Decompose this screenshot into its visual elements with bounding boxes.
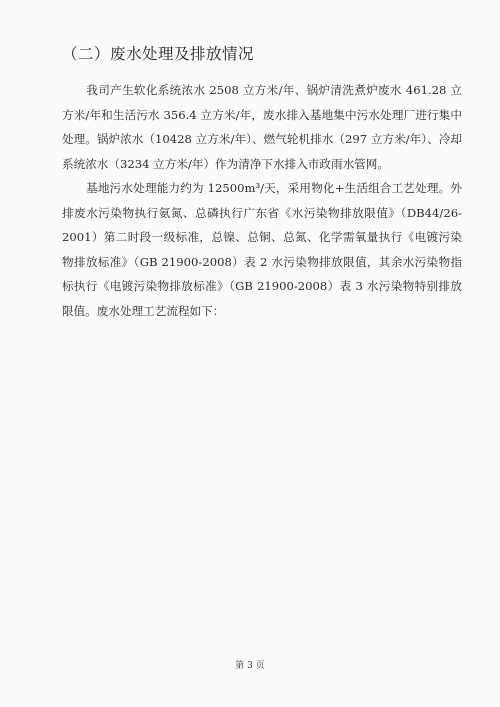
paragraph-treatment-standards (62, 176, 462, 324)
page-number: 第 3 页 (235, 661, 265, 671)
paragraph-text: 基地污水处理能力约为 12500m³/天，采用物化+生活组合工艺处理。外排废水污染物执行氨氮、总磷执行广东省《水污染物排放限值》（DB44/26-2001）第二时段一级标准，总镍、总铜、总氮、化学需氧量执行《电镀污染物排放标准》（GB 21900-2008）表 2 水污染物排放限值，其余水污染物指标执行《电镀污染物排放标准》（GB 21900-2008）表 3 水污染物特别排放限值。废水处理工艺流程如下： (62, 181, 462, 318)
paragraph-wastewater-volumes (62, 78, 462, 176)
paragraph-text: 我司产生软化系统浓水 2508 立方米/年、锅炉清洗煮炉废水 461.28 立方米/年和生活污水 356.4 立方米/年，废水排入基地集中污水处理厂进行集中处理。锅炉浓水（10428 立方米/年）、燃气轮机排水（297 立方米/年）、冷却系统浓水（3234 立方米/年）作为清净下水排入市政雨水管网。 (62, 83, 462, 171)
section-heading: （二）废水处理及排放情况 (62, 45, 255, 63)
